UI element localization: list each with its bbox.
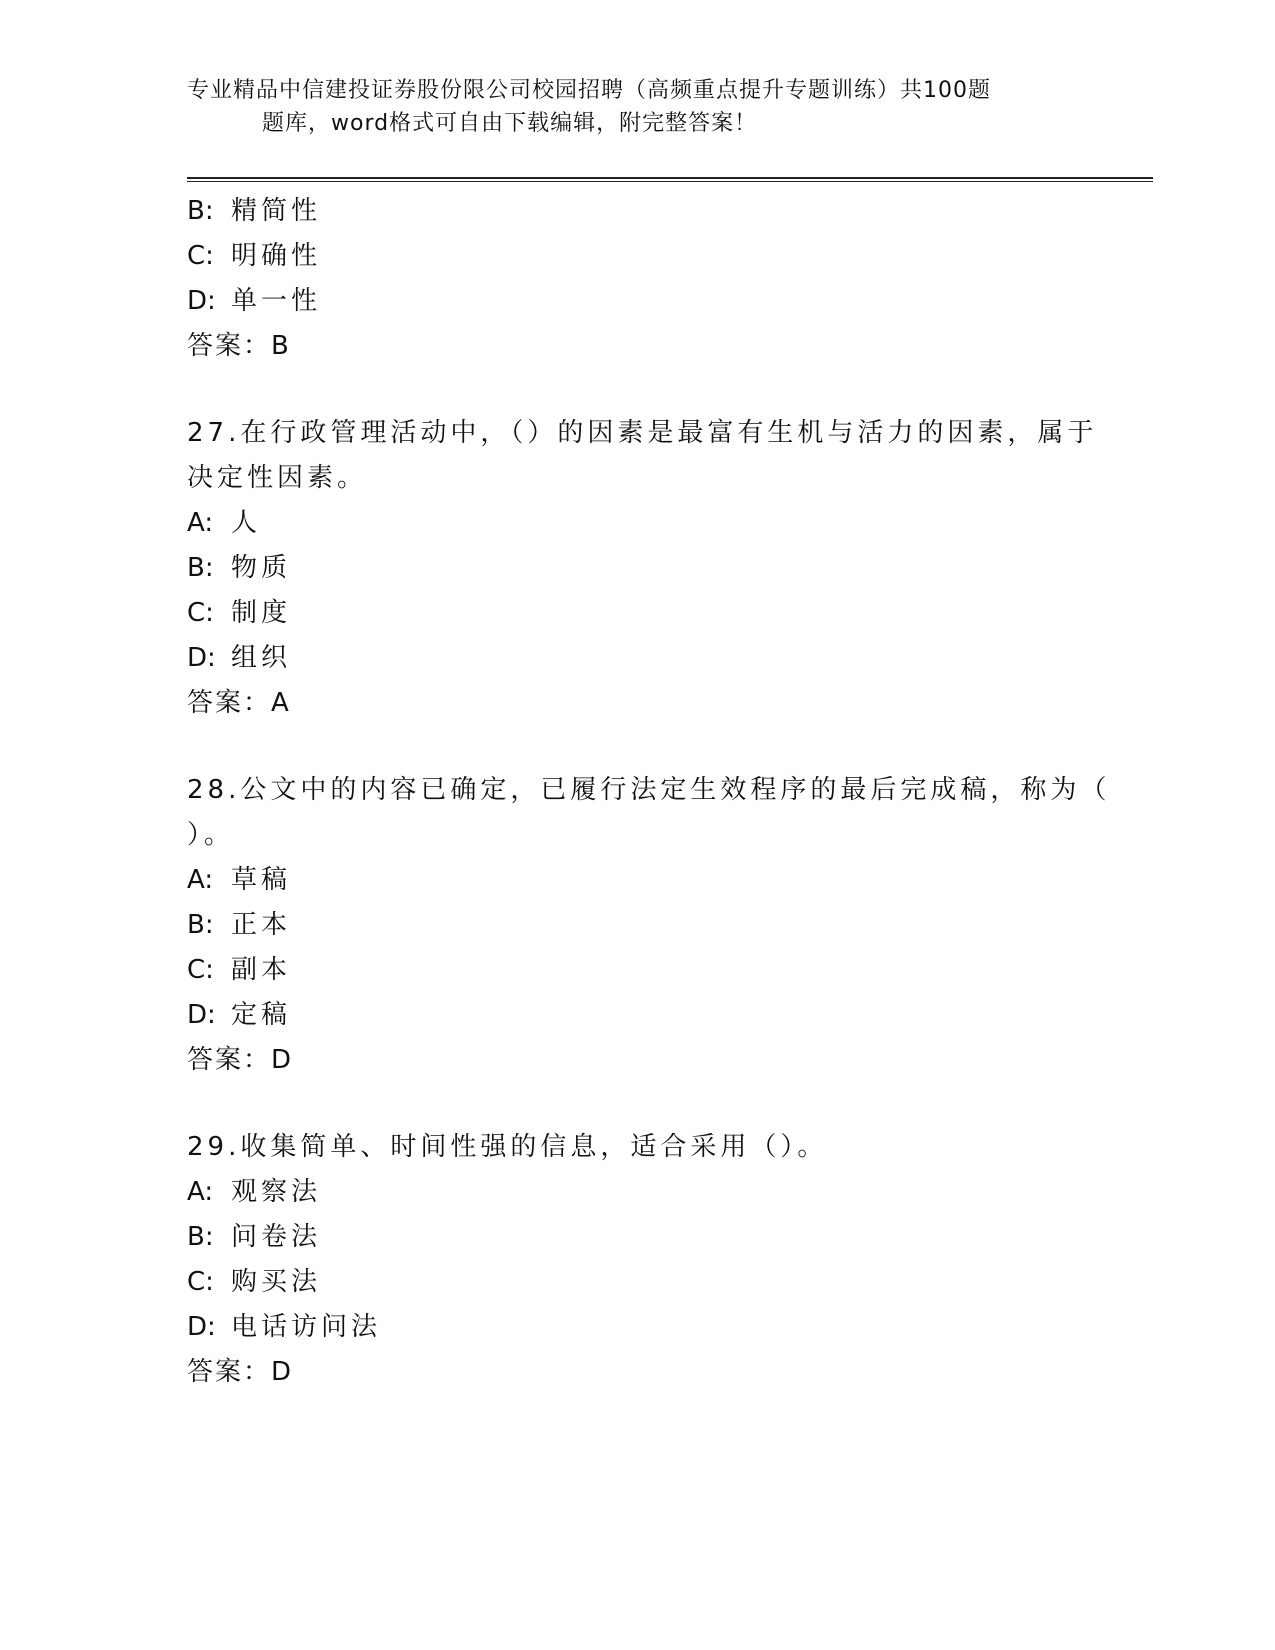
option-letter: C: [187,1267,214,1297]
question-text-line2: ）。 [187,820,235,850]
option-letter: D: [187,1312,216,1342]
question-28 [187,768,1111,1083]
option-text: 草稿 [231,865,292,895]
option-text: 制度 [231,598,292,628]
document-header [187,74,1087,140]
question-text-line1: 29.收集简单、时间性强的信息，适合采用（）。 [187,1132,828,1162]
question-27 [187,411,1098,726]
question-text-line1: 27.在行政管理活动中，（）的因素是最富有生机与活力的因素，属于 [187,418,1098,448]
option-d [187,1305,1087,1350]
option-a [187,858,1087,903]
option-d [187,636,1087,681]
answer-line: 答案：D [187,1357,294,1387]
option-text: 精简性 [231,196,322,226]
option-b [187,1215,1087,1260]
answer-line: 答案：B [187,331,291,361]
question-text-line2: 决定性因素。 [187,463,368,493]
header-title-line2: 题库，word格式可自由下载编辑，附完整答案！ [262,111,758,136]
option-text: 明确性 [231,241,322,271]
option-letter: A: [187,508,214,538]
option-letter: A: [187,1177,214,1207]
option-letter: D: [187,643,216,673]
header-title-line1: 专业精品中信建投证券股份限公司校园招聘（高频重点提升专题训练）共100题 [187,78,991,103]
option-letter: C: [187,598,214,628]
header-divider-thin [187,181,1153,182]
option-letter: B: [187,1222,214,1252]
option-text: 物质 [231,553,292,583]
question-list [187,189,1111,1395]
option-letter: B: [187,196,214,226]
option-c [187,948,1087,993]
question-29 [187,1125,1087,1395]
option-c [187,591,1087,636]
option-letter: D: [187,1000,216,1030]
spacer [187,726,1087,768]
option-letter: C: [187,955,214,985]
option-letter: C: [187,241,214,271]
option-text: 人 [231,508,262,538]
option-letter: D: [187,286,216,316]
answer-line: 答案：A [187,688,291,718]
option-b [187,189,1087,234]
option-b [187,546,1087,591]
option-d [187,993,1087,1038]
option-text: 单一性 [231,286,322,316]
option-text: 副本 [231,955,292,985]
option-text: 组织 [231,643,292,673]
option-text: 问卷法 [231,1222,322,1252]
option-c [187,1260,1087,1305]
option-letter: B: [187,910,214,940]
option-letter: A: [187,865,214,895]
option-text: 购买法 [231,1267,322,1297]
option-letter: B: [187,553,214,583]
answer-line: 答案：D [187,1045,294,1075]
option-c [187,234,1087,279]
option-text: 电话访问法 [231,1312,382,1342]
option-text: 观察法 [231,1177,322,1207]
option-text: 正本 [231,910,292,940]
spacer [187,1083,1087,1125]
spacer [187,369,1087,411]
option-a [187,501,1087,546]
question-text-line1: 28.公文中的内容已确定，已履行法定生效程序的最后完成稿，称为（ [187,775,1111,805]
option-text: 定稿 [231,1000,292,1030]
question-26-tail [187,189,1087,369]
option-a [187,1170,1087,1215]
option-b [187,903,1087,948]
option-d [187,279,1087,324]
header-divider-thick [187,177,1153,179]
